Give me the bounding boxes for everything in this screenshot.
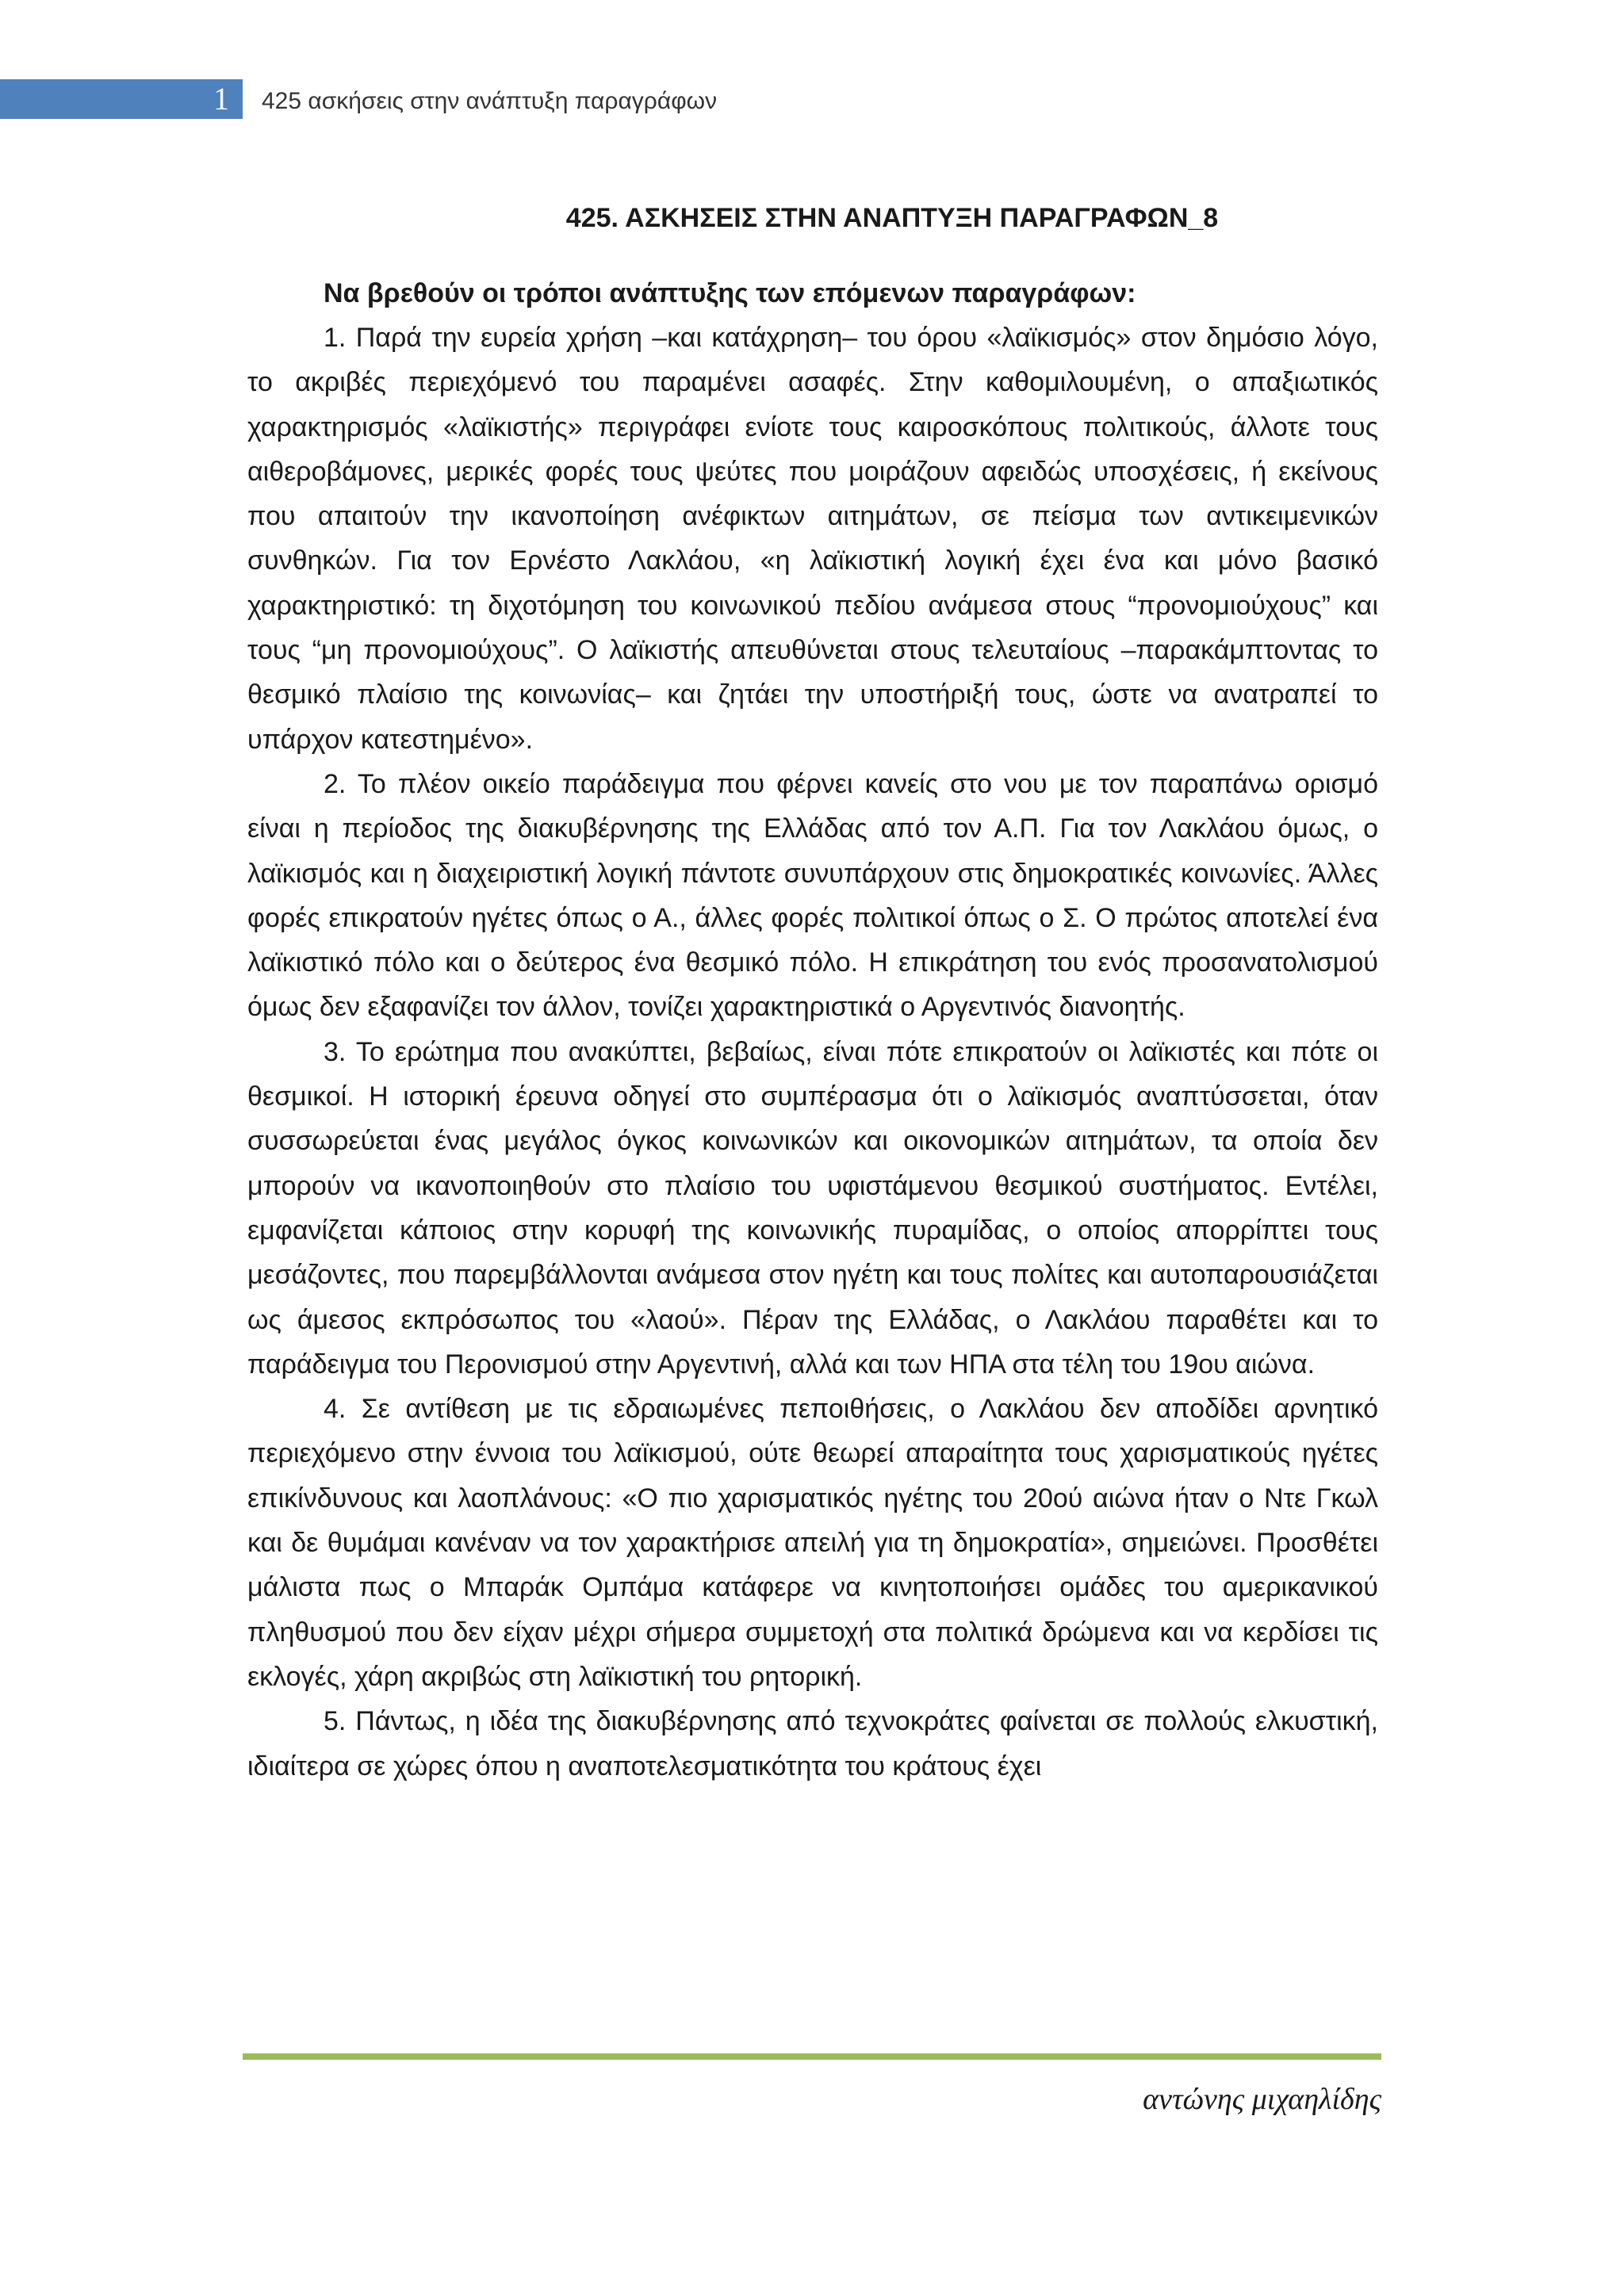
exercise-instruction: Να βρεθούν οι τρόποι ανάπτυξης των επόμενων παραγράφων: <box>324 278 1136 308</box>
page-number: 1 <box>213 81 229 117</box>
paragraph-4: 4. Σε αντίθεση με τις εδραιωμένες πεποιθήσεις, ο Λακλάου δεν αποδίδει αρνητικό περιεχόμενο στην έννοια του λαϊκισμού, ούτε θεωρεί απαραίτητα τους χαρισματικούς ηγέτες επικίνδυνους και λαοπλάνους: «Ο πιο χαρισματικός ηγέτης του 20ού αιώνα ήταν ο Ντε Γκωλ και δε θυμάμαι κανέναν να τον χαρακτήρισε απειλή για τη δημοκρατία», σημειώνει. Προσθέτει μάλιστα πως ο Μπαράκ Ομπάμα κατάφερε να κινητοποιήσει ομάδες του αμερικανικού πληθυσμού που δεν είχαν μέχρι σήμερα συμμετοχή στα πολιτικά δρώμενα και να κερδίσει τις εκλογές, χάρη ακριβώς στη λαϊκιστική του ρητορική. <box>247 1394 1378 1692</box>
paragraph-2: 2. Το πλέον οικείο παράδειγμα που φέρνει κανείς στο νου με τον παραπάνω ορισμό είναι η περίοδος της διακυβέρνησης της Ελλάδας από τον Α.Π. Για τον Λακλάου όμως, ο λαϊκισμός και η διαχειριστική λογική πάντοτε συνυπάρχουν στις δημοκρατικές κοινωνίες. Άλλες φορές επικρατούν ηγέτες όπως ο Α., άλλες φορές πολιτικοί όπως ο Σ. Ο πρώτος αποτελεί ένα λαϊκιστικό πόλο και ο δεύτερος ένα θεσμικό πόλο. Η επικράτηση του ενός προσανατολισμού όμως δεν εξαφανίζει τον άλλον, τονίζει χαρακτηριστικά ο Αργεντινός διανοητής. <box>247 768 1378 1023</box>
document-title: 425. ΑΣΚΗΣΕΙΣ ΣΤΗΝ ΑΝΑΠΤΥΞΗ ΠΑΡΑΓΡΑΦΩΝ_8 <box>565 203 1219 233</box>
paragraph-5: 5. Πάντως, η ιδέα της διακυβέρνησης από τεχνοκράτες φαίνεται σε πολλούς ελκυστική, ιδιαίτερα σε χώρες όπου η αναποτελεσματικότητα του κράτους έχει <box>247 1706 1378 1781</box>
document-body <box>247 190 1378 1789</box>
header-bar <box>0 79 243 119</box>
paragraph-3: 3. Το ερώτημα που ανακύπτει, βεβαίως, είναι πότε επικρατούν οι λαϊκιστές και πότε οι θεσμικοί. Η ιστορική έρευνα οδηγεί στο συμπέρασμα ότι ο λαϊκισμός αναπτύσσεται, όταν συσσωρεύεται ένας μεγάλος όγκος κοινωνικών και οικονομικών αιτημάτων, τα οποία δεν μπορούν να ικανοποιηθούν στο πλαίσιο του υφιστάμενου θεσμικού συστήματος. Εντέλει, εμφανίζεται κάποιος στην κορυφή της κοινωνικής πυραμίδας, ο οποίος απορρίπτει τους μεσάζοντες, που παρεμβάλλονται ανάμεσα στον ηγέτη και τους πολίτες και αυτοπαρουσιάζεται ως άμεσος εκπρόσωπος του «λαού». Πέραν της Ελλάδας, ο Λακλάου παραθέτει και το παράδειγμα του Περονισμού στην Αργεντινή, αλλά και των ΗΠΑ στα τέλη του 19ου αιώνα. <box>247 1036 1378 1380</box>
running-header-title: 425 ασκήσεις στην ανάπτυξη παραγράφων <box>262 88 718 114</box>
paragraph-1: 1. Παρά την ευρεία χρήση –και κατάχρηση– του όρου «λαϊκισμός» στον δημόσιο λόγο, το ακριβές περιεχόμενό του παραμένει ασαφές. Στην καθομιλουμένη, ο απαξιωτικός χαρακτηρισμός «λαϊκιστής» περιγράφει ενίοτε τους καιροσκόπους πολιτικούς, άλλοτε τους αιθεροβάμονες, μερικές φορές τους ψεύτες που μοιράζουν αφειδώς υποσχέσεις, ή εκείνους που απαιτούν την ικανοποίηση ανέφικτων αιτημάτων, σε πείσμα των αντικειμενικών συνθηκών. Για τον Ερνέστο Λακλάου, «η λαϊκιστική λογική έχει ένα και μόνο βασικό χαρακτηριστικό: τη διχοτόμηση του κοινωνικού πεδίου ανάμεσα στους “προνομιούχους” και τους “μη προνομιούχους”. Ο λαϊκιστής απευθύνεται στους τελευταίους –παρακάμπτοντας το θεσμικό πλαίσιο της κοινωνίας– και ζητάει την υποστήριξή τους, ώστε να ανατραπεί το υπάρχον κατεστημένο». <box>247 323 1378 755</box>
footer-author: αντώνης μιχαηλίδης <box>1143 2083 1381 2116</box>
footer-rule <box>243 2053 1381 2060</box>
